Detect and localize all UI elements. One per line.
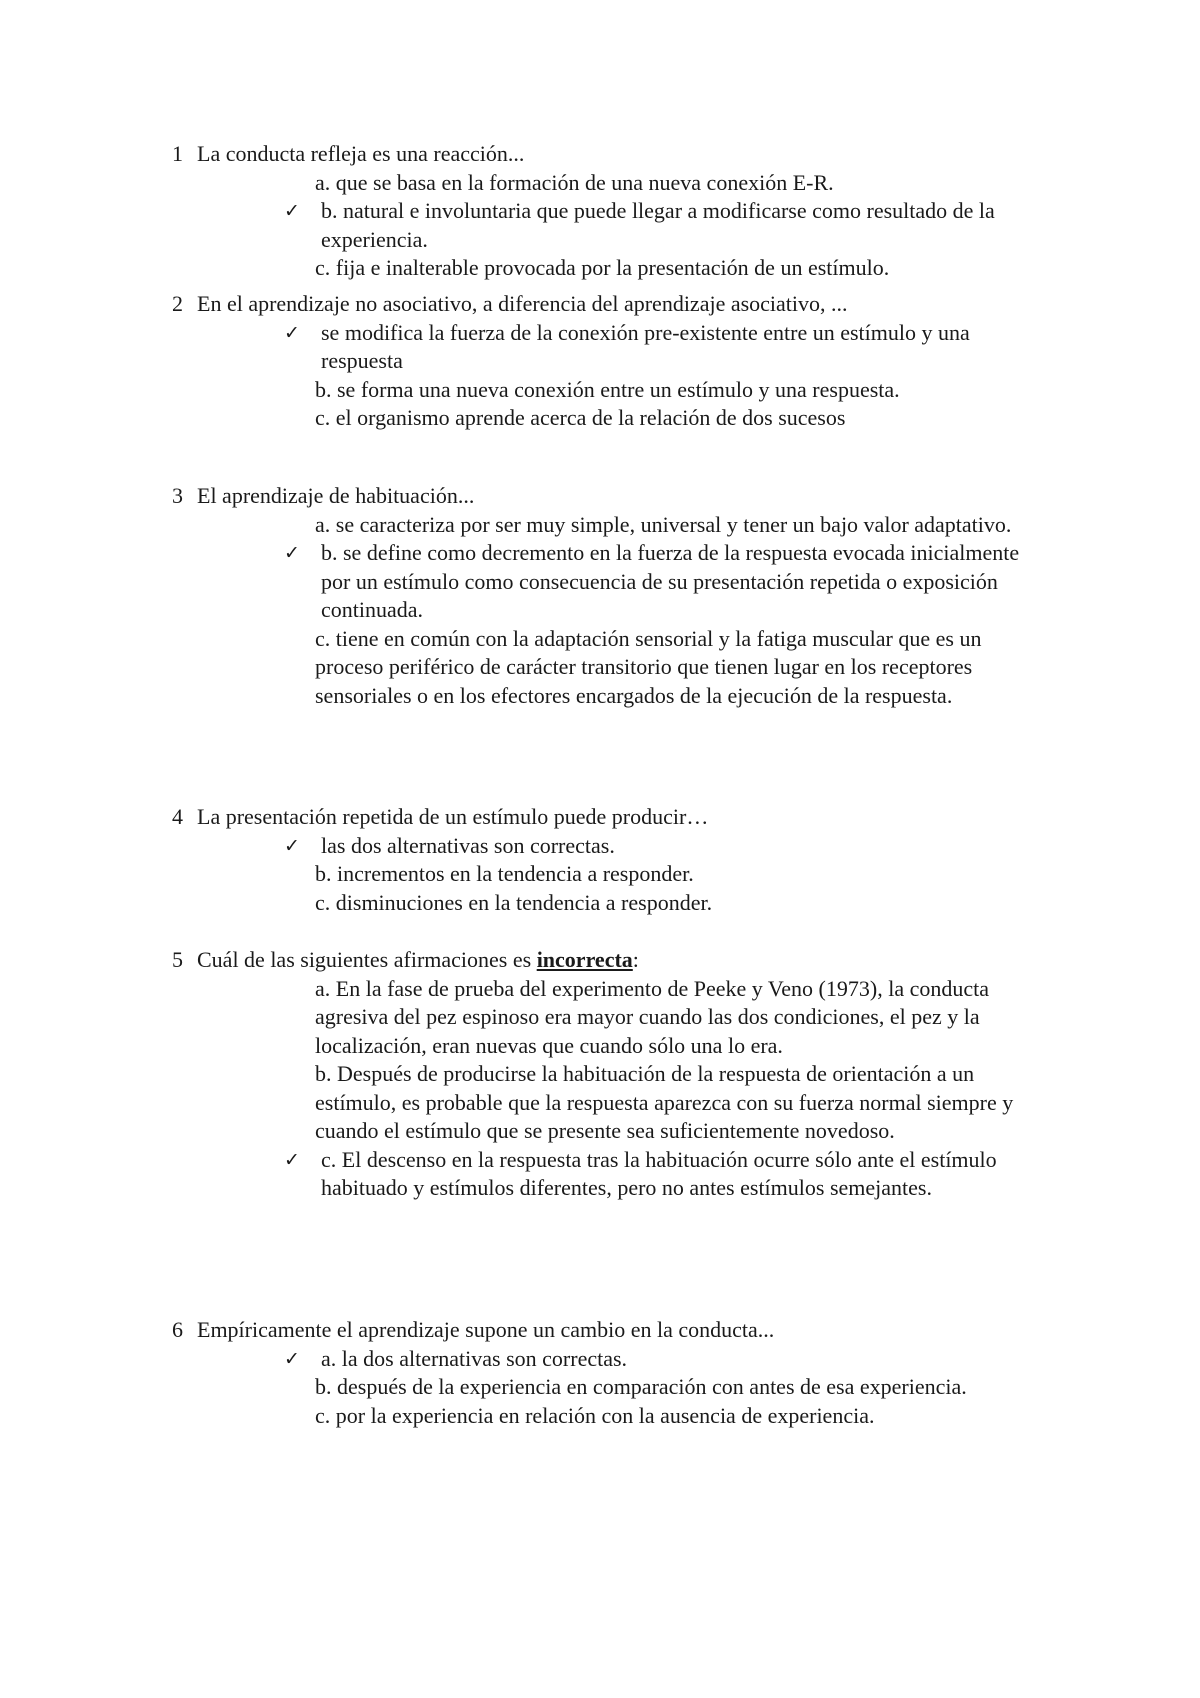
emphasis-word: incorrecta [536,947,633,972]
question-6 [172,1316,1052,1430]
option: c. por la experiencia en relación con la ausencia de experiencia. [315,1402,875,1428]
check-icon: ✓ [284,1347,300,1370]
check-icon: ✓ [284,834,300,857]
option: a. En la fase de prueba del experimento de Peeke y Veno (1973), la conducta agresiva del pez espinoso era mayor cuando las dos condiciones, el pez y la localización, eran nuevas que cuando sólo una lo era. [315,975,989,1058]
option: b. después de la experiencia en comparación con antes de esa experiencia. [315,1374,967,1399]
question-number: 4 [172,804,183,829]
question-3 [172,482,1052,710]
question-number: 6 [172,1317,183,1342]
option-text: b. natural e involuntaria que puede llegar a modificarse como resultado de la experiencia. [321,198,995,252]
question-number: 3 [172,483,183,508]
question-number: 5 [172,947,183,972]
question-text-end: : [632,947,639,972]
option: a. se caracteriza por ser muy simple, universal y tener un bajo valor adaptativo. [315,511,1012,537]
option-text: las dos alternativas son correctas. [321,832,615,858]
question-5 [172,946,1052,1203]
option: c. fija e inalterable provocada por la presentación de un estímulo. [315,255,890,280]
option-text: b. se define como decremento en la fuerza de la respuesta evocada inicialmente por un estímulo como consecuencia de su presentación repetida o exposición continuada. [321,540,1020,622]
option-text: a. la dos alternativas son correctas. [321,1345,628,1371]
question-number: 1 [172,141,183,166]
option-correct [284,197,1052,254]
question-text: El aprendizaje de habituación... [197,483,475,508]
option: a. que se basa en la formación de una nueva conexión E-R. [315,169,834,195]
question-text: Cuál de las siguientes afirmaciones es [197,947,537,972]
option-correct [284,1345,1052,1374]
option: c. el organismo aprende acerca de la relación de dos sucesos [315,405,846,430]
question-text: Empíricamente el aprendizaje supone un cambio en la conducta... [197,1317,775,1342]
check-icon: ✓ [284,542,300,564]
option-text: c. El descenso en la respuesta tras la habituación ocurre sólo ante el estímulo habituado y estímulos diferentes, pero no antes estímulos semejantes. [321,1146,997,1200]
question-text: En el aprendizaje no asociativo, a diferencia del aprendizaje asociativo, ... [197,291,848,316]
question-1 [172,140,1052,283]
option: b. Después de producirse la habituación de la respuesta de orientación a un estímulo, es probable que la respuesta aparezca con su fuerza normal siempre y cuando el estímulo que se presente sea suficientemente novedoso. [315,1061,1014,1143]
check-icon: ✓ [284,1148,300,1171]
question-text: La presentación repetida de un estímulo puede producir… [197,804,709,829]
question-2 [172,290,1052,433]
option: c. tiene en común con la adaptación sensorial y la fatiga muscular que es un proceso periférico de carácter transitorio que tienen lugar en los receptores sensoriales o en los efectores encargados de la ejecución de la respuesta. [315,625,982,708]
question-text: La conducta refleja es una reacción... [197,141,525,166]
question-number: 2 [172,291,183,316]
check-icon: ✓ [284,321,300,344]
check-icon: ✓ [284,200,300,222]
option-correct [284,1146,1052,1203]
option-text: se modifica la fuerza de la conexión pre-existente entre un estímulo y una respuesta [321,319,970,373]
question-4 [172,803,1052,917]
option: b. se forma una nueva conexión entre un estímulo y una respuesta. [315,376,900,402]
option-correct [284,832,1052,861]
option-correct [284,319,1052,376]
option: c. disminuciones en la tendencia a responder. [315,889,713,915]
option: b. incrementos en la tendencia a responder. [315,861,694,886]
option-correct [284,539,1052,625]
